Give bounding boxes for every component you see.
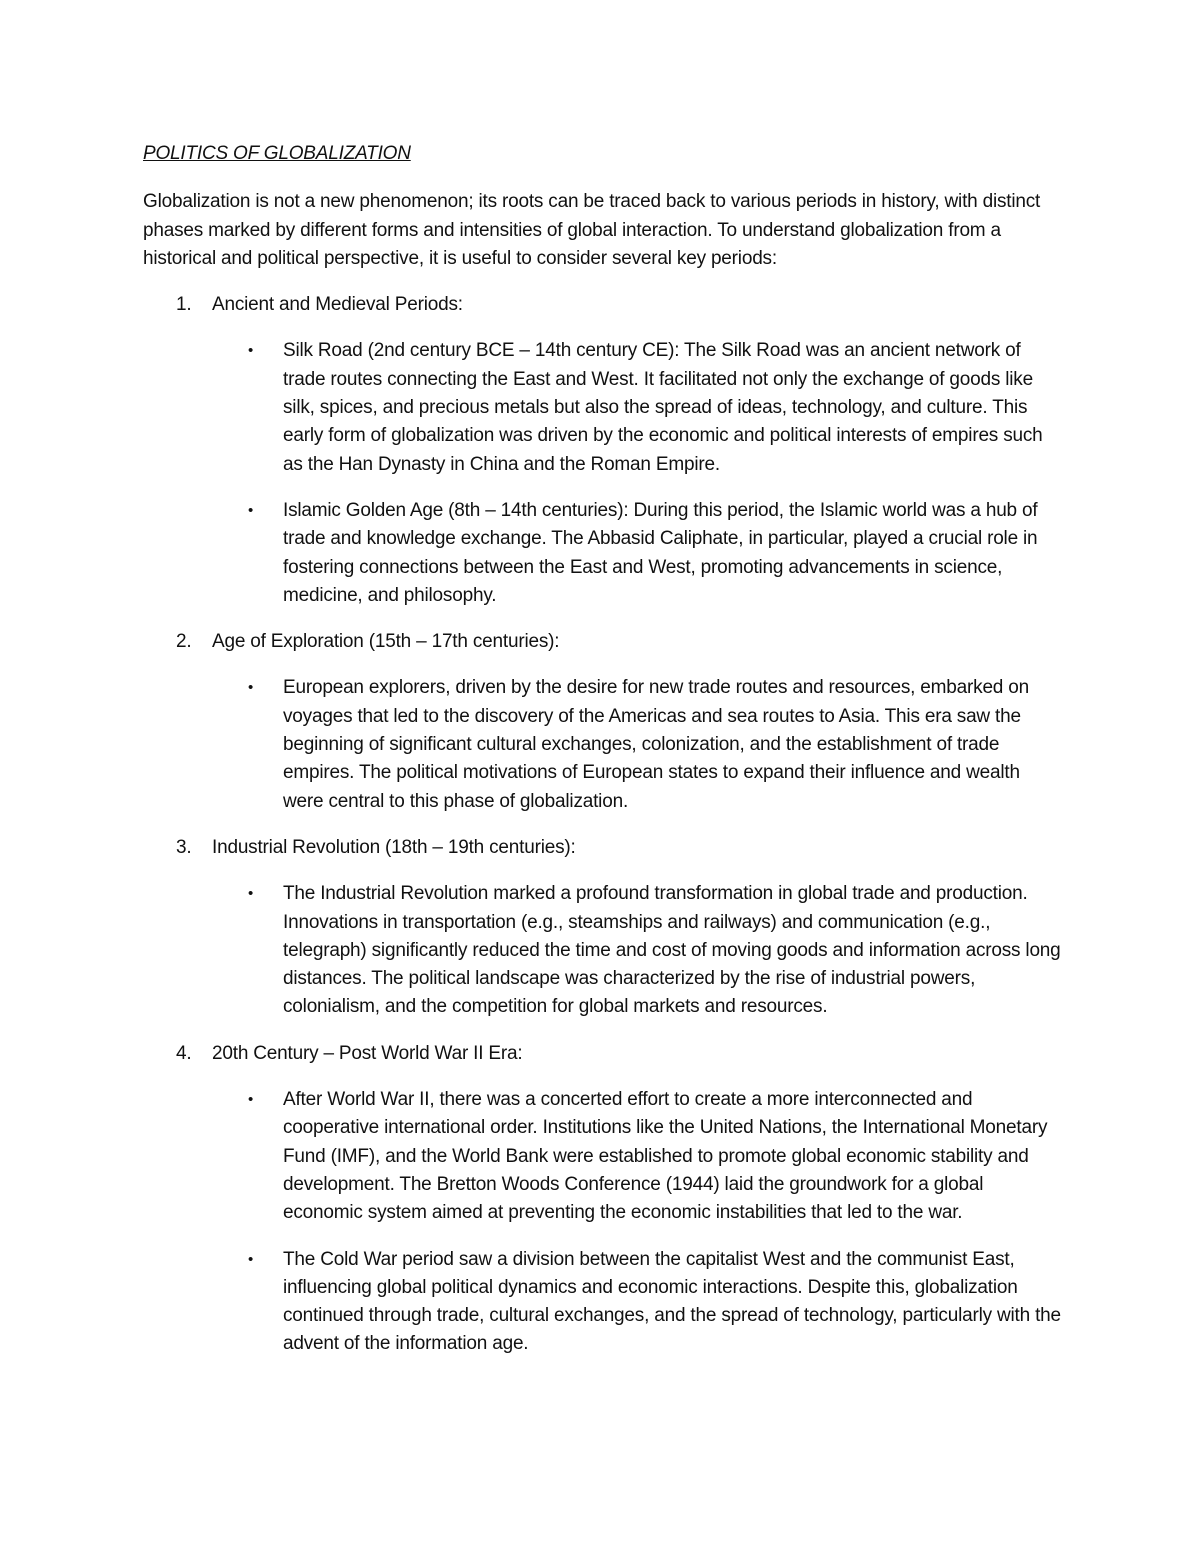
section-item (143, 291, 1063, 610)
bullet-item (143, 337, 1063, 478)
section-item (143, 834, 1063, 1022)
section-item (143, 1040, 1063, 1359)
bullet-list (143, 337, 1063, 610)
section-number: 4. (176, 1042, 192, 1064)
bullet-dot-icon: • (248, 501, 254, 519)
bullet-item (143, 1246, 1063, 1359)
section-number: 3. (176, 836, 192, 858)
section-heading-text: Ancient and Medieval Periods: (212, 294, 463, 316)
bullet-text: Silk Road (2nd century BCE – 14th century CE): The Silk Road was an ancient network of trade routes connecting the East and West. It facilitated not only the exchange of goods like silk, spices, and precious metals but also the spread of ideas, technology, and culture. This early form of globalization was driven by the economic and political interests of empires such as the Han Dynasty in China and the Roman Empire. (283, 340, 1043, 475)
bullet-dot-icon: • (248, 679, 254, 697)
bullet-dot-icon: • (248, 885, 254, 903)
bullet-list (143, 674, 1063, 815)
bullet-text: The Industrial Revolution marked a profound transformation in global trade and production. Innovations in transportation (e.g., steamships and railways) and communication (e.g., telegraph) significantly reduced the time and cost of moving goods and information across long distances. The political landscape was characterized by the rise of industrial powers, colonialism, and the competition for global markets and resources. (283, 883, 1061, 1018)
bullet-dot-icon: • (248, 342, 254, 360)
bullet-list (143, 880, 1063, 1021)
bullet-text: European explorers, driven by the desire for new trade routes and resources, embarked on voyages that led to the discovery of the Americas and sea routes to Asia. This era saw the beginning of significant cultural exchanges, colonization, and the establishment of trade empires. The political motivations of European states to expand their influence and wealth were central to this phase of globalization. (283, 677, 1029, 812)
bullet-item (143, 1086, 1063, 1227)
bullet-dot-icon: • (248, 1091, 254, 1109)
section-heading (143, 291, 1063, 319)
document-title: POLITICS OF GLOBALIZATION (143, 143, 411, 164)
bullet-list (143, 1086, 1063, 1359)
section-heading-text: 20th Century – Post World War II Era: (212, 1042, 523, 1064)
section-heading (143, 628, 1063, 656)
intro-paragraph: Globalization is not a new phenomenon; its roots can be traced back to various periods in history, with distinct phases marked by different forms and intensities of global interaction. To understand globalization from a historical and political perspective, it is useful to consider several key periods: (143, 191, 1041, 269)
bullet-text: Islamic Golden Age (8th – 14th centuries): During this period, the Islamic world was a hub of trade and knowledge exchange. The Abbasid Caliphate, in particular, played a crucial role in fostering connections between the East and West, promoting advancements in science, medicine, and philosophy. (283, 499, 1038, 606)
bullet-text: The Cold War period saw a division between the capitalist West and the communist East, influencing global political dynamics and economic interactions. Despite this, globalization continued through trade, cultural exchanges, and the spread of technology, particularly with the advent of the information age. (283, 1248, 1061, 1355)
section-item (143, 628, 1063, 816)
section-number: 2. (176, 631, 192, 653)
section-heading-text: Age of Exploration (15th – 17th centuries): (212, 631, 560, 653)
bullet-text: After World War II, there was a concerted effort to create a more interconnected and cooperative international order. Institutions like the United Nations, the International Monetary Fund (IMF), and the World Bank were established to promote global economic stability and development. The Bretton Woods Conference (1944) laid the groundwork for a global economic system aimed at preventing the economic instabilities that led to the war. (283, 1089, 1048, 1224)
bullet-item (143, 674, 1063, 815)
sections-list (143, 291, 1063, 1359)
section-heading (143, 834, 1063, 862)
bullet-dot-icon: • (248, 1250, 254, 1268)
section-heading (143, 1040, 1063, 1068)
section-number: 1. (176, 294, 192, 316)
bullet-item (143, 497, 1063, 610)
document-body (143, 140, 1063, 1377)
section-heading-text: Industrial Revolution (18th – 19th centuries): (212, 836, 576, 858)
bullet-item (143, 880, 1063, 1021)
